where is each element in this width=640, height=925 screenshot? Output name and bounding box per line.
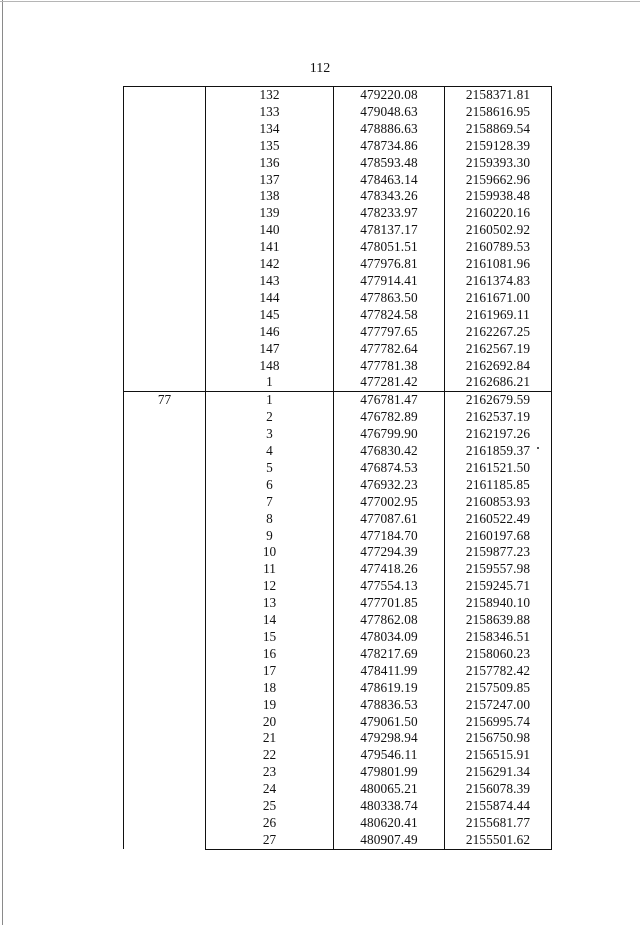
point-number-cell: 16 — [206, 646, 334, 663]
point-number-cell: 132 — [206, 87, 334, 104]
y-coordinate-cell: 479220.08 — [334, 87, 445, 104]
x-coordinate-cell: 2159557.98 — [445, 561, 552, 578]
y-coordinate-cell: 479298.94 — [334, 730, 445, 747]
x-coordinate-cell: 2161521.50 — [445, 460, 552, 477]
plot-number-cell: 77 — [124, 392, 206, 849]
y-coordinate-cell: 477002.95 — [334, 494, 445, 511]
y-coordinate-cell: 478343.26 — [334, 188, 445, 205]
x-coordinate-cell: 2162679.59 — [445, 392, 552, 409]
x-coordinate-cell: 2161671.00 — [445, 290, 552, 307]
y-coordinate-cell: 476799.90 — [334, 426, 445, 443]
point-number-cell: 1 — [206, 392, 334, 409]
x-coordinate-cell: 2162537.19 — [445, 409, 552, 426]
point-number-cell: 26 — [206, 815, 334, 832]
x-coordinate-cell: 2161081.96 — [445, 256, 552, 273]
x-coordinate-cell: 2156995.74 — [445, 714, 552, 731]
x-coordinate-cell: 2156750.98 — [445, 730, 552, 747]
point-number-cell: 134 — [206, 121, 334, 138]
point-number-cell: 24 — [206, 781, 334, 798]
x-coordinate-cell: 2159128.39 — [445, 138, 552, 155]
coordinates-table-container — [123, 86, 551, 850]
point-number-cell: 14 — [206, 612, 334, 629]
y-coordinate-cell: 478137.17 — [334, 222, 445, 239]
x-coordinate-cell: 2162686.21 — [445, 374, 552, 391]
y-coordinate-cell: 477554.13 — [334, 578, 445, 595]
y-coordinate-cell: 477781.38 — [334, 358, 445, 375]
coordinates-table-body — [124, 87, 552, 850]
x-coordinate-cell: 2158616.95 — [445, 104, 552, 121]
x-coordinate-cell: 2157509.85 — [445, 680, 552, 697]
point-number-cell: 11 — [206, 561, 334, 578]
x-coordinate-cell: 2159245.71 — [445, 578, 552, 595]
point-number-cell: 138 — [206, 188, 334, 205]
y-coordinate-cell: 479061.50 — [334, 714, 445, 731]
point-number-cell: 17 — [206, 663, 334, 680]
point-number-cell: 27 — [206, 832, 334, 849]
x-coordinate-cell: 2158060.23 — [445, 646, 552, 663]
scan-edge-top — [0, 1, 640, 2]
point-number-cell: 143 — [206, 273, 334, 290]
y-coordinate-cell: 479546.11 — [334, 747, 445, 764]
y-coordinate-cell: 477184.70 — [334, 528, 445, 545]
y-coordinate-cell: 478619.19 — [334, 680, 445, 697]
x-coordinate-cell: 2161374.83 — [445, 273, 552, 290]
y-coordinate-cell: 478463.14 — [334, 172, 445, 189]
x-coordinate-cell: 2155501.62 — [445, 832, 552, 849]
y-coordinate-cell: 476932.23 — [334, 477, 445, 494]
y-coordinate-cell: 478886.63 — [334, 121, 445, 138]
y-coordinate-cell: 478217.69 — [334, 646, 445, 663]
x-coordinate-cell: 2158371.81 — [445, 87, 552, 104]
point-number-cell: 25 — [206, 798, 334, 815]
y-coordinate-cell: 477914.41 — [334, 273, 445, 290]
scan-edge-left — [2, 0, 3, 925]
y-coordinate-cell: 477824.58 — [334, 307, 445, 324]
point-number-cell: 133 — [206, 104, 334, 121]
y-coordinate-cell: 476782.89 — [334, 409, 445, 426]
y-coordinate-cell: 478593.48 — [334, 155, 445, 172]
y-coordinate-cell: 476781.47 — [334, 392, 445, 409]
y-coordinate-cell: 477281.42 — [334, 374, 445, 391]
y-coordinate-cell: 477797.65 — [334, 324, 445, 341]
point-number-cell: 147 — [206, 341, 334, 358]
point-number-cell: 148 — [206, 358, 334, 375]
x-coordinate-cell: 2156291.34 — [445, 764, 552, 781]
x-coordinate-cell: 2156515.91 — [445, 747, 552, 764]
y-coordinate-cell: 480620.41 — [334, 815, 445, 832]
x-coordinate-cell: 2155681.77 — [445, 815, 552, 832]
x-coordinate-cell: 2159877.23 — [445, 544, 552, 561]
point-number-cell: 19 — [206, 697, 334, 714]
scan-speck — [537, 447, 539, 449]
point-number-cell: 8 — [206, 511, 334, 528]
y-coordinate-cell: 478034.09 — [334, 629, 445, 646]
y-coordinate-cell: 477863.50 — [334, 290, 445, 307]
x-coordinate-cell: 2156078.39 — [445, 781, 552, 798]
point-number-cell: 135 — [206, 138, 334, 155]
y-coordinate-cell: 479801.99 — [334, 764, 445, 781]
x-coordinate-cell: 2160197.68 — [445, 528, 552, 545]
y-coordinate-cell: 480907.49 — [334, 832, 445, 849]
table-row — [124, 87, 552, 104]
point-number-cell: 9 — [206, 528, 334, 545]
point-number-cell: 139 — [206, 205, 334, 222]
x-coordinate-cell: 2162197.26 — [445, 426, 552, 443]
point-number-cell: 144 — [206, 290, 334, 307]
x-coordinate-cell: 2159662.96 — [445, 172, 552, 189]
x-coordinate-cell: 2157247.00 — [445, 697, 552, 714]
point-number-cell: 20 — [206, 714, 334, 731]
point-number-cell: 5 — [206, 460, 334, 477]
point-number-cell: 7 — [206, 494, 334, 511]
x-coordinate-cell: 2162692.84 — [445, 358, 552, 375]
x-coordinate-cell: 2157782.42 — [445, 663, 552, 680]
point-number-cell: 4 — [206, 443, 334, 460]
table-row — [124, 392, 552, 409]
x-coordinate-cell: 2160853.93 — [445, 494, 552, 511]
point-number-cell: 21 — [206, 730, 334, 747]
y-coordinate-cell: 477294.39 — [334, 544, 445, 561]
point-number-cell: 137 — [206, 172, 334, 189]
y-coordinate-cell: 477782.64 — [334, 341, 445, 358]
plot-number-cell — [124, 87, 206, 392]
y-coordinate-cell: 477418.26 — [334, 561, 445, 578]
point-number-cell: 18 — [206, 680, 334, 697]
y-coordinate-cell: 479048.63 — [334, 104, 445, 121]
y-coordinate-cell: 478411.99 — [334, 663, 445, 680]
x-coordinate-cell: 2155874.44 — [445, 798, 552, 815]
y-coordinate-cell: 476874.53 — [334, 460, 445, 477]
point-number-cell: 2 — [206, 409, 334, 426]
coordinates-table — [123, 86, 552, 850]
y-coordinate-cell: 478836.53 — [334, 697, 445, 714]
point-number-cell: 6 — [206, 477, 334, 494]
y-coordinate-cell: 478233.97 — [334, 205, 445, 222]
x-coordinate-cell: 2161185.85 — [445, 477, 552, 494]
y-coordinate-cell: 477087.61 — [334, 511, 445, 528]
point-number-cell: 141 — [206, 239, 334, 256]
y-coordinate-cell: 480338.74 — [334, 798, 445, 815]
point-number-cell: 22 — [206, 747, 334, 764]
y-coordinate-cell: 478734.86 — [334, 138, 445, 155]
x-coordinate-cell: 2158869.54 — [445, 121, 552, 138]
point-number-cell: 140 — [206, 222, 334, 239]
x-coordinate-cell: 2160220.16 — [445, 205, 552, 222]
y-coordinate-cell: 478051.51 — [334, 239, 445, 256]
x-coordinate-cell: 2161859.37 — [445, 443, 552, 460]
point-number-cell: 15 — [206, 629, 334, 646]
y-coordinate-cell: 480065.21 — [334, 781, 445, 798]
x-coordinate-cell: 2162267.25 — [445, 324, 552, 341]
point-number-cell: 23 — [206, 764, 334, 781]
x-coordinate-cell: 2158639.88 — [445, 612, 552, 629]
x-coordinate-cell: 2160502.92 — [445, 222, 552, 239]
point-number-cell: 1 — [206, 374, 334, 391]
point-number-cell: 10 — [206, 544, 334, 561]
x-coordinate-cell: 2160789.53 — [445, 239, 552, 256]
page-number: 112 — [309, 61, 331, 76]
point-number-cell: 146 — [206, 324, 334, 341]
x-coordinate-cell: 2161969.11 — [445, 307, 552, 324]
x-coordinate-cell: 2159393.30 — [445, 155, 552, 172]
point-number-cell: 3 — [206, 426, 334, 443]
y-coordinate-cell: 477862.08 — [334, 612, 445, 629]
y-coordinate-cell: 477976.81 — [334, 256, 445, 273]
point-number-cell: 13 — [206, 595, 334, 612]
point-number-cell: 142 — [206, 256, 334, 273]
x-coordinate-cell: 2158940.10 — [445, 595, 552, 612]
point-number-cell: 12 — [206, 578, 334, 595]
x-coordinate-cell: 2160522.49 — [445, 511, 552, 528]
y-coordinate-cell: 477701.85 — [334, 595, 445, 612]
x-coordinate-cell: 2162567.19 — [445, 341, 552, 358]
x-coordinate-cell: 2158346.51 — [445, 629, 552, 646]
x-coordinate-cell: 2159938.48 — [445, 188, 552, 205]
point-number-cell: 145 — [206, 307, 334, 324]
y-coordinate-cell: 476830.42 — [334, 443, 445, 460]
point-number-cell: 136 — [206, 155, 334, 172]
